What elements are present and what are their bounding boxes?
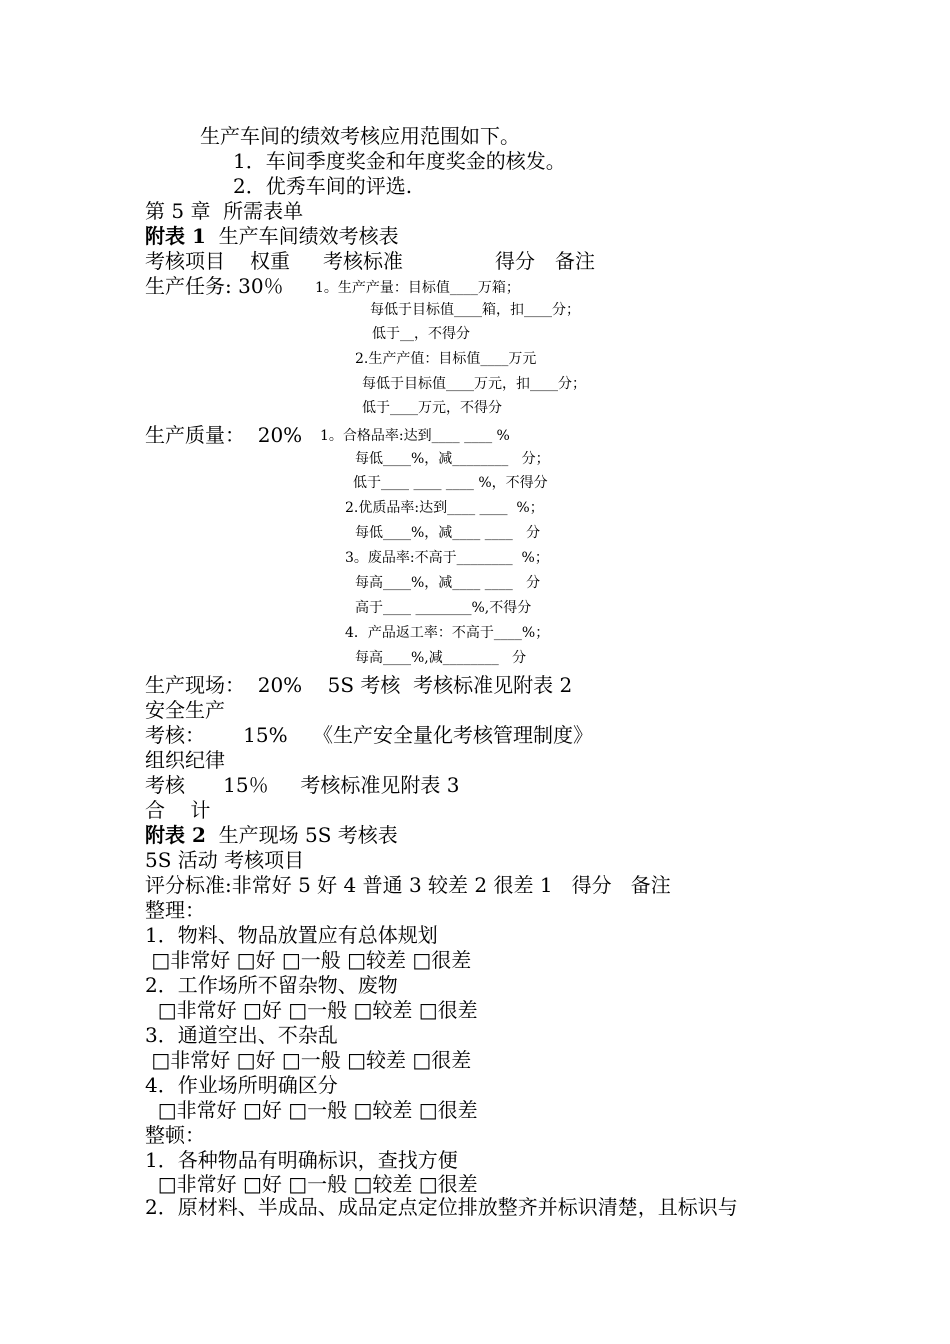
sort-item-options[interactable]: □非常好 □好 □一般 □较差 □很差: [145, 1048, 472, 1072]
production-quality-criteria: 4．产品返工率：不高于____%；: [345, 625, 550, 641]
sort-item-text: 1．物料、物品放置应有总体规划: [145, 923, 438, 947]
sort-item-options[interactable]: □非常好 □好 □一般 □较差 □很差: [145, 998, 478, 1022]
discipline-row-line-2: 考核 15％ 考核标准见附表 3: [145, 773, 460, 797]
production-quality-criteria: 低于____ ____ ____ %，不得分: [353, 475, 548, 491]
production-quality-label: 生产质量： 20%: [145, 423, 303, 447]
discipline-row-line-1: 组织纪律: [145, 748, 225, 772]
production-quality-criteria: 每低____%，减____ ____ 分: [355, 525, 541, 541]
table1-header-criteria: 考核标准: [323, 249, 403, 273]
order-item-text: 2．原材料、半成品、成品定点定位排放整齐并标识清楚，且标识与: [145, 1195, 738, 1219]
sort-item-options[interactable]: □非常好 □好 □一般 □较差 □很差: [145, 948, 472, 972]
production-task-criteria: 每低于目标值____箱，扣____分；: [370, 302, 580, 318]
production-site-row: 生产现场： 20% 5S 考核 考核标准见附表 2: [145, 673, 573, 697]
table2-header-1: 5S 活动 考核项目: [145, 848, 305, 872]
safety-row-line-2: 考核： 15% 《生产安全量化考核管理制度》: [145, 723, 594, 747]
production-task-criteria: 低于____万元，不得分: [362, 400, 502, 416]
table1-title-label: 附表 1: [145, 224, 206, 248]
intro-line-2: 1．车间季度奖金和年度奖金的核发。: [233, 149, 566, 173]
order-item-options[interactable]: □非常好 □好 □一般 □较差 □很差: [145, 1172, 478, 1196]
production-task-criteria: 2.生产产值：目标值____万元: [355, 351, 537, 367]
sort-item-text: 4．作业场所明确区分: [145, 1073, 338, 1097]
chapter-title: 第 5 章 所需表单: [145, 199, 304, 223]
table1-header-score: 得分: [495, 249, 535, 273]
total-row: 合 计: [145, 798, 211, 822]
table1-header-item: 考核项目: [145, 249, 225, 273]
intro-line-1: 生产车间的绩效考核应用范围如下。: [200, 124, 520, 148]
table1-header-weight: 权重: [250, 249, 290, 273]
production-task-criteria: 低于__，不得分: [372, 326, 470, 342]
production-quality-criteria: 3。废品率:不高于________ %；: [345, 550, 549, 566]
sort-item-text: 3．通道空出、不杂乱: [145, 1023, 338, 1047]
table1-header-remark: 备注: [555, 249, 595, 273]
order-item-text: 1．各种物品有明确标识，查找方便: [145, 1148, 458, 1172]
production-quality-criteria: 每低____%，减________ 分；: [355, 451, 550, 467]
table2-title-text: 生产现场 5S 考核表: [218, 823, 398, 847]
production-task-criteria: 1。生产产量：目标值____万箱；: [315, 280, 520, 296]
safety-row-line-1: 安全生产: [145, 698, 225, 722]
production-task-label: 生产任务: 30％: [145, 274, 284, 298]
sort-item-options[interactable]: □非常好 □好 □一般 □较差 □很差: [145, 1098, 478, 1122]
production-task-criteria: 每低于目标值____万元，扣____分；: [362, 376, 586, 392]
intro-line-3: 2．优秀车间的评选.: [233, 174, 413, 198]
order-section-title: 整顿：: [145, 1123, 205, 1147]
sort-item-text: 2．工作场所不留杂物、废物: [145, 973, 398, 997]
production-quality-criteria: 每高____%，减____ ____ 分: [355, 575, 541, 591]
table1-title: [145, 226, 399, 246]
production-quality-criteria: 2.优质品率:达到____ ____ %；: [345, 500, 544, 516]
production-quality-criteria: 1。合格品率:达到____ ____ %: [320, 428, 510, 444]
production-quality-criteria: 高于____ ________%,不得分: [355, 600, 532, 616]
table2-header-2: 评分标准:非常好 5 好 4 普通 3 较差 2 很差 1 得分 备注: [145, 873, 671, 897]
sort-section-title: 整理：: [145, 898, 205, 922]
table2-title-label: 附表 2: [145, 823, 206, 847]
production-quality-criteria: 每高____%,减________ 分: [355, 650, 527, 666]
table1-title-text: 生产车间绩效考核表: [218, 224, 399, 248]
table2-title: [145, 825, 398, 845]
